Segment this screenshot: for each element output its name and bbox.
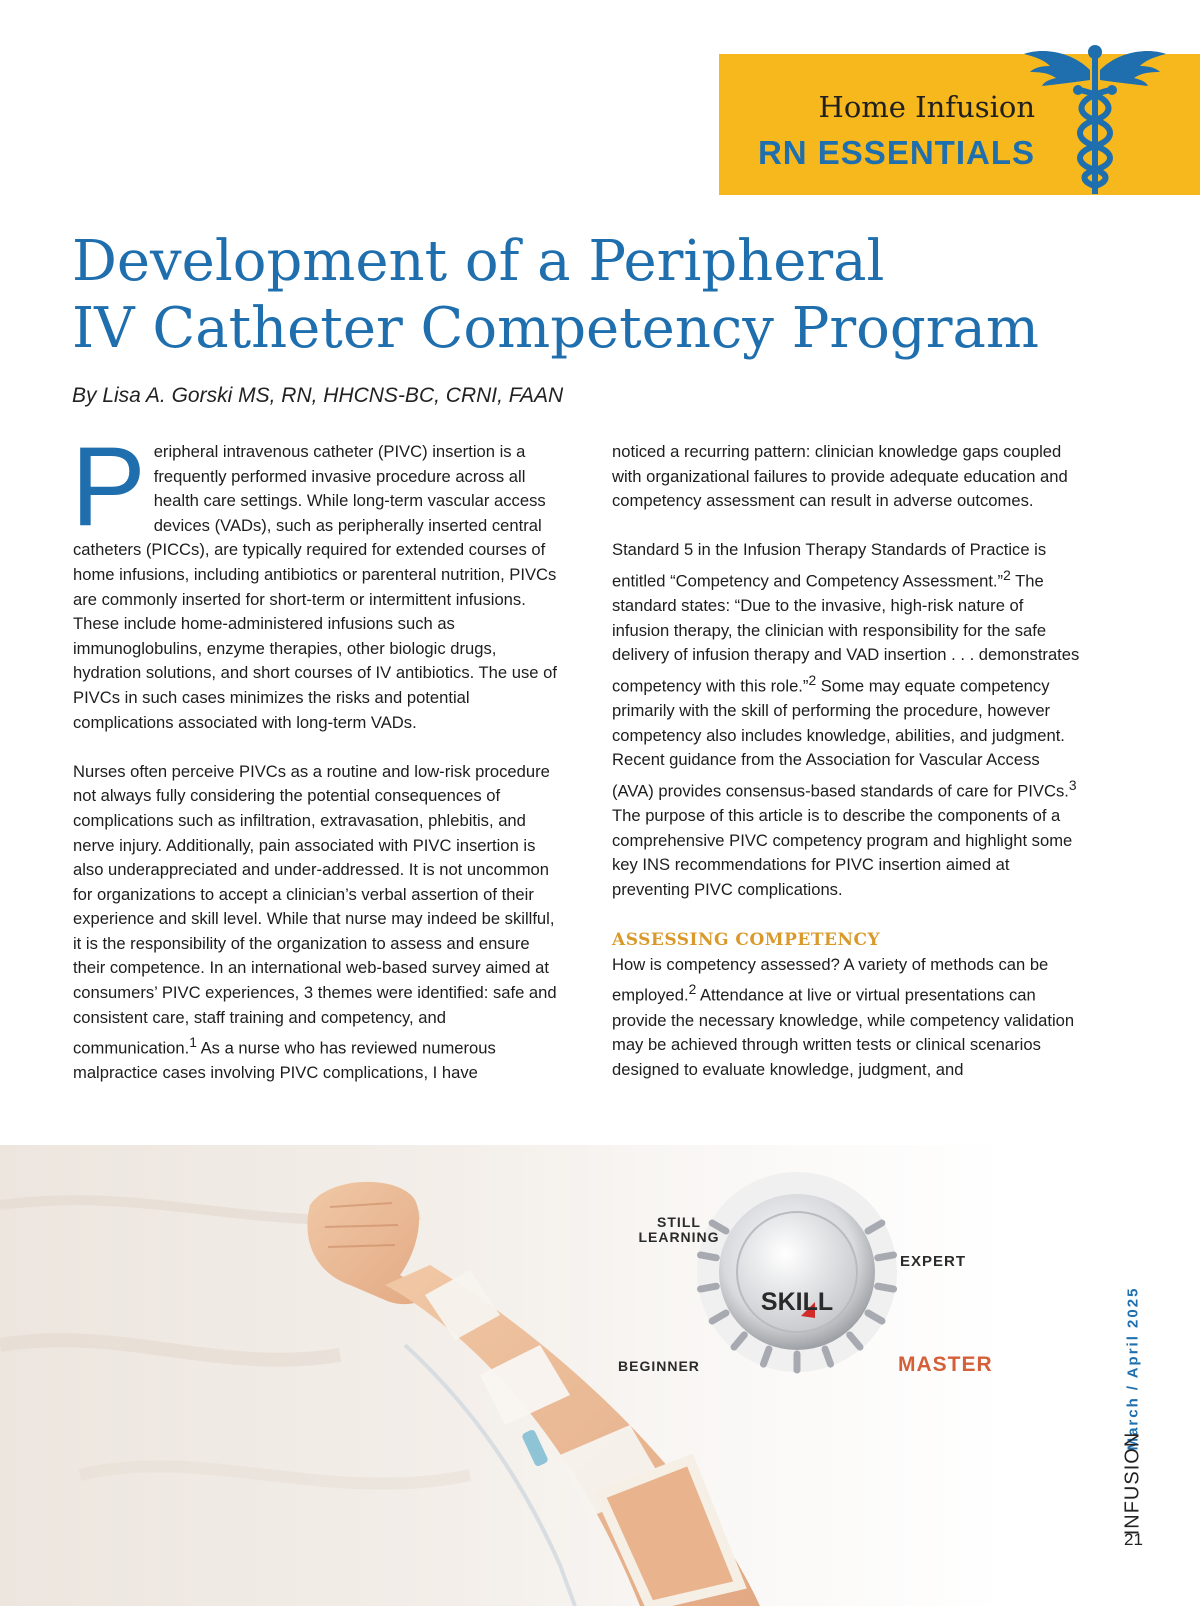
article-title-line1: Development of a Peripheral xyxy=(72,229,885,294)
magazine-logo xyxy=(1121,1431,1144,1536)
dial-center-label: SKILL xyxy=(760,1288,834,1316)
paragraph-text: eripheral intravenous catheter (PIVC) insertion is a frequently performed invasive procedure across all health care settings. While long-term vascular access devices (VADs), such as peripherally inserted central catheters (PICCs), are typically required for extended courses of home infusions, including antibiotics or parenteral nutrition, PIVCs are commonly inserted for short-term or intermittent infusions. These include home-administered infusions such as immunoglobulins, enzyme therapies, other biologic drugs, hydration solutions, and short courses of IV antibiotics. The use of PIVCs in such cases minimizes the risks and potential complications associated with long-term VADs. xyxy=(73,442,557,732)
paragraph xyxy=(73,760,563,1086)
footnote-ref: 1 xyxy=(189,1034,197,1051)
footnote-ref: 3 xyxy=(1068,776,1077,793)
dial-label-master: MASTER xyxy=(898,1353,993,1376)
paragraph: noticed a recurring pattern: clinician knowledge gaps coupled with organizational failures to provide adequate education and competency assessment can result in adverse outcomes. xyxy=(612,442,1068,511)
page-number: 21 xyxy=(1124,1530,1143,1549)
paragraph-text: How is competency assessed? A variety of methods can be employed. xyxy=(612,954,1049,1005)
article-title xyxy=(72,228,1072,362)
dial-label-expert: EXPERT xyxy=(900,1253,967,1270)
paragraph-text: Nurses often perceive PIVCs as a routine and low-risk procedure not always fully considering the potential consequences of complications such as infiltration, extravasation, phlebitis, and nerve injury. Additionally, pain associated with PIVC insertion is also underappreciated and under-addressed. It is not uncommon for organizations to accept a clinician’s verbal assertion of their experience and skill level. While that nurse may indeed be skillful, it is the responsibility of the organization to assess and ensure their competence. In an international web-based survey aimed at consumers’ PIVC experiences, 3 themes were identified: safe and consistent care, staff training and competency, and communication. xyxy=(73,761,557,1058)
paragraph xyxy=(612,538,1082,902)
dial-label-learning: LEARNING xyxy=(638,1229,720,1245)
paragraph-text: The standard states: “Due to the invasive, high-risk nature of infusion therapy, the clinician with responsibility for the safe delivery of infusion therapy and VAD insertion . . . demonstrates competency with this role.” xyxy=(612,571,1080,696)
paragraph xyxy=(71,424,563,735)
article-title-line2: IV Catheter Competency Program xyxy=(72,296,1039,361)
footnote-ref: 2 xyxy=(688,981,697,998)
paragraph-text: Some may equate competency primarily with the skill of performing the procedure, however competency also includes knowledge, abilities, and judgment. Recent guidance from the Association for Vascular Access (AVA) provides consensus-based standards of care for PIVCs. xyxy=(612,676,1069,801)
footnote-ref: 2 xyxy=(808,671,817,688)
banner-subtitle: RN ESSENTIALS xyxy=(757,134,1035,171)
paragraph-text: As a nurse who has reviewed numerous malpractice cases involving PIVC complications, I have xyxy=(73,1038,496,1083)
article-photo xyxy=(0,1145,1120,1606)
paragraph-text: Attendance at live or virtual presentations can provide the necessary knowledge, while competency validation may be achieved through written tests or clinical scenarios designed to evaluate knowledge, judgment, and xyxy=(612,986,1075,1079)
right-column xyxy=(612,440,1082,1107)
issue-date-text: March / April 2025 xyxy=(1124,1286,1142,1451)
paragraph-text: Standard 5 in the Infusion Therapy Standards of Practice is entitled “Competency and Competency Assessment.” xyxy=(612,540,1047,591)
left-column xyxy=(71,424,563,1111)
paragraph-text: The purpose of this article is to describe the components of a comprehensive PIVC competency program and highlight some key INS recommendations for PIVC insertion aimed at preventing PIVC complications. xyxy=(612,805,1073,899)
dial-label-beginner: BEGINNER xyxy=(618,1358,700,1374)
paragraph xyxy=(612,953,1082,1083)
dial-label-still: STILL xyxy=(657,1214,701,1230)
drop-cap: P xyxy=(71,424,146,549)
magazine-name: INFUSION xyxy=(1121,1431,1144,1536)
caduceus-icon xyxy=(1020,40,1170,200)
article-byline: By Lisa A. Gorski MS, RN, HHCNS-BC, CRNI, FAAN xyxy=(72,384,564,407)
section-heading: ASSESSING COMPETENCY xyxy=(612,929,881,950)
footnote-ref: 2 xyxy=(1003,566,1011,583)
banner-title: Home Infusion xyxy=(818,90,1035,124)
issue-date xyxy=(1123,1286,1143,1451)
